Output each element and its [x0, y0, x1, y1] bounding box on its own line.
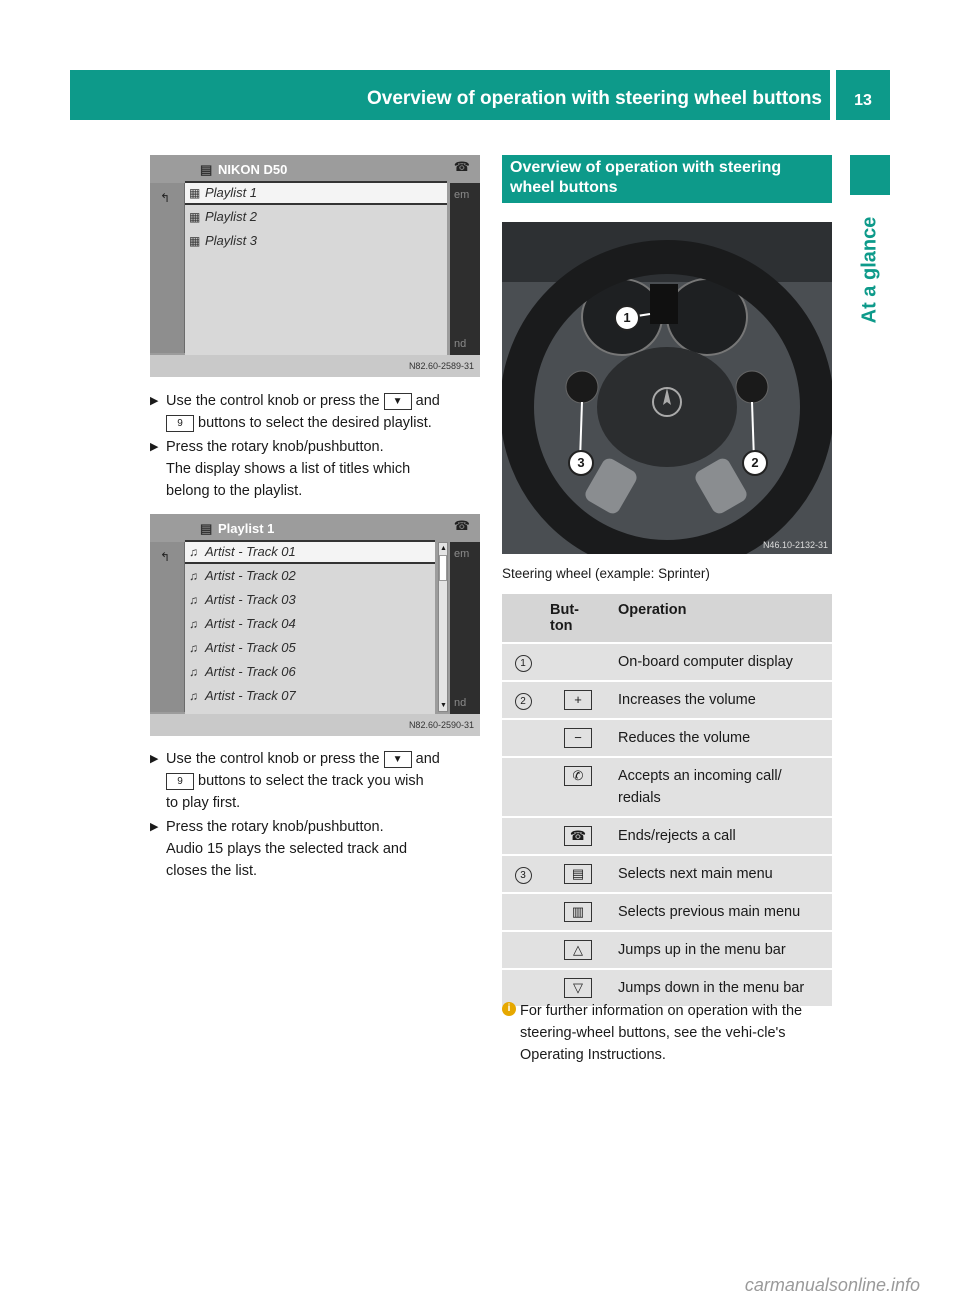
step-arrow-icon: ▶: [150, 441, 159, 453]
playlist-icon: ▦: [189, 234, 201, 248]
page-number: 13: [836, 70, 890, 120]
back-icon: ↰: [160, 191, 171, 205]
operation-text: Jumps down in the menu bar: [612, 970, 832, 1006]
table-header-row: [502, 594, 832, 642]
list-item[interactable]: ♫ Artist - Track 01: [185, 540, 435, 564]
number-badge: 3: [515, 867, 532, 884]
music-note-icon: ♫: [189, 593, 198, 607]
figure-ref: N82.60-2590-31: [150, 714, 480, 736]
figure-ref: N82.60-2589-31: [150, 355, 480, 377]
music-note-icon: ♫: [189, 545, 198, 559]
list-item[interactable]: ♫ Artist - Track 07: [185, 684, 435, 708]
down-key: ▼: [384, 751, 412, 768]
list-item[interactable]: ♫ Artist - Track 02: [185, 564, 435, 588]
table-row: [502, 894, 832, 930]
phone-end-icon: ☎: [564, 826, 592, 846]
phone-accept-icon: ✆: [564, 766, 592, 786]
playlist-icon: ▦: [189, 186, 201, 200]
operation-text: Accepts an incoming call/ redials: [612, 758, 832, 816]
operation-text: Selects previous main menu: [612, 894, 832, 930]
callout-2: 2: [742, 450, 768, 476]
music-note-icon: ♫: [189, 617, 198, 631]
operation-text: Jumps up in the menu bar: [612, 932, 832, 968]
right-label: nd: [454, 338, 467, 350]
watermark: carmanualsonline.info: [744, 1275, 920, 1295]
down-key: ▼: [384, 393, 412, 410]
right-label: em: [454, 189, 470, 201]
operations-table: [502, 592, 832, 1008]
number-badge: 1: [515, 655, 532, 672]
right-label: em: [454, 548, 470, 560]
step-select-playlist: ▶ Use the control knob or press the ▼ and 9 buttons to select the desired playlist.: [150, 390, 485, 434]
number-badge: 2: [515, 693, 532, 710]
right-label: nd: [454, 697, 467, 709]
music-note-icon: ♫: [189, 641, 198, 655]
music-note-icon: ♫: [189, 665, 198, 679]
step-select-track: ▶ Use the control knob or press the ▼ and 9 buttons to select the track you wish to play first.: [150, 748, 485, 814]
list-item[interactable]: ♫ Artist - Track 03: [185, 588, 435, 612]
figure-ref: N46.10-2132-31: [762, 540, 828, 550]
playlist-icon: ▦: [189, 210, 201, 224]
operation-text: Increases the volume: [612, 682, 832, 718]
section-heading: Overview of operation with steering wheel buttons: [502, 155, 832, 203]
side-tab-label: At a glance: [858, 216, 881, 324]
page-header-title: Overview of operation with steering wheel buttons: [366, 88, 822, 109]
figure-caption: Steering wheel (example: Sprinter): [502, 566, 710, 581]
up-key: 9: [166, 773, 194, 790]
callout-1: 1: [614, 305, 640, 331]
steering-wheel-figure: [502, 222, 832, 554]
operation-text: On-board computer display: [612, 644, 832, 680]
list-item[interactable]: ♫ Artist - Track 04: [185, 612, 435, 636]
table-row: [502, 856, 832, 892]
operation-text: Selects next main menu: [612, 856, 832, 892]
list-item[interactable]: ▦ Playlist 2: [185, 205, 447, 229]
track-list: [185, 540, 435, 714]
table-row: [502, 818, 832, 854]
side-tab-marker: [850, 155, 890, 195]
step-arrow-icon: ▶: [150, 753, 159, 765]
col-header-operation: Operation: [612, 594, 832, 642]
playlist-list: [185, 181, 447, 355]
operation-text: Reduces the volume: [612, 720, 832, 756]
down-icon: ▽: [564, 978, 592, 998]
table-row: [502, 758, 832, 816]
screen-right-panel: [450, 542, 480, 714]
screen-title: ▤ NIKON D50: [200, 158, 440, 182]
menu-prev-icon: ▥: [564, 902, 592, 922]
up-key: 9: [166, 415, 194, 432]
list-item[interactable]: ♫ Artist - Track 06: [185, 660, 435, 684]
scroll-down-icon[interactable]: ▼: [440, 702, 447, 709]
menu-next-icon: ▤: [564, 864, 592, 884]
table-row: [502, 682, 832, 718]
music-note-icon: ♫: [189, 569, 198, 583]
minus-icon: −: [564, 728, 592, 748]
phone-icon: ☎: [453, 518, 470, 533]
info-icon: i: [502, 1002, 516, 1016]
table-row: [502, 720, 832, 756]
step-press-knob: ▶ Press the rotary knob/pushbutton. The display shows a list of titles which belong to the playlist.: [150, 436, 485, 502]
phone-icon: ☎: [453, 159, 470, 174]
info-text: For further information on operation with the steering-wheel buttons, see the vehi-cle's Operating Instructions.: [520, 1003, 803, 1063]
screen-sidebar: [150, 183, 185, 353]
media-icon: ▤: [200, 521, 213, 536]
up-icon: △: [564, 940, 592, 960]
scroll-thumb[interactable]: [439, 555, 447, 581]
operation-text: Ends/rejects a call: [612, 818, 832, 854]
table-row: [502, 932, 832, 968]
back-icon: ↰: [160, 550, 171, 564]
list-item[interactable]: ▦ Playlist 1: [185, 181, 447, 205]
scrollbar[interactable]: [438, 542, 448, 712]
step-arrow-icon: ▶: [150, 395, 159, 407]
col-header-num: [502, 594, 544, 642]
screen-right-panel: [450, 183, 480, 355]
media-icon: ▤: [200, 162, 213, 177]
list-item[interactable]: ▦ Playlist 3: [185, 229, 447, 253]
callout-3: 3: [568, 450, 594, 476]
step-arrow-icon: ▶: [150, 821, 159, 833]
info-note: [502, 1000, 837, 1066]
table-row: [502, 644, 832, 680]
screen-tracks: [150, 514, 480, 736]
list-item[interactable]: ♫ Artist - Track 05: [185, 636, 435, 660]
side-tab: [848, 205, 892, 335]
step-press-knob: ▶ Press the rotary knob/pushbutton. Audio 15 plays the selected track and closes the list.: [150, 816, 485, 882]
plus-icon: +: [564, 690, 592, 710]
screen-title: ▤ Playlist 1: [200, 517, 440, 541]
music-note-icon: ♫: [189, 689, 198, 703]
screen-playlists: [150, 155, 480, 377]
scroll-up-icon[interactable]: ▲: [440, 545, 447, 552]
col-header-button: But- ton: [544, 594, 612, 642]
screen-sidebar: [150, 542, 185, 712]
steering-wheel-illustration: [502, 222, 832, 554]
